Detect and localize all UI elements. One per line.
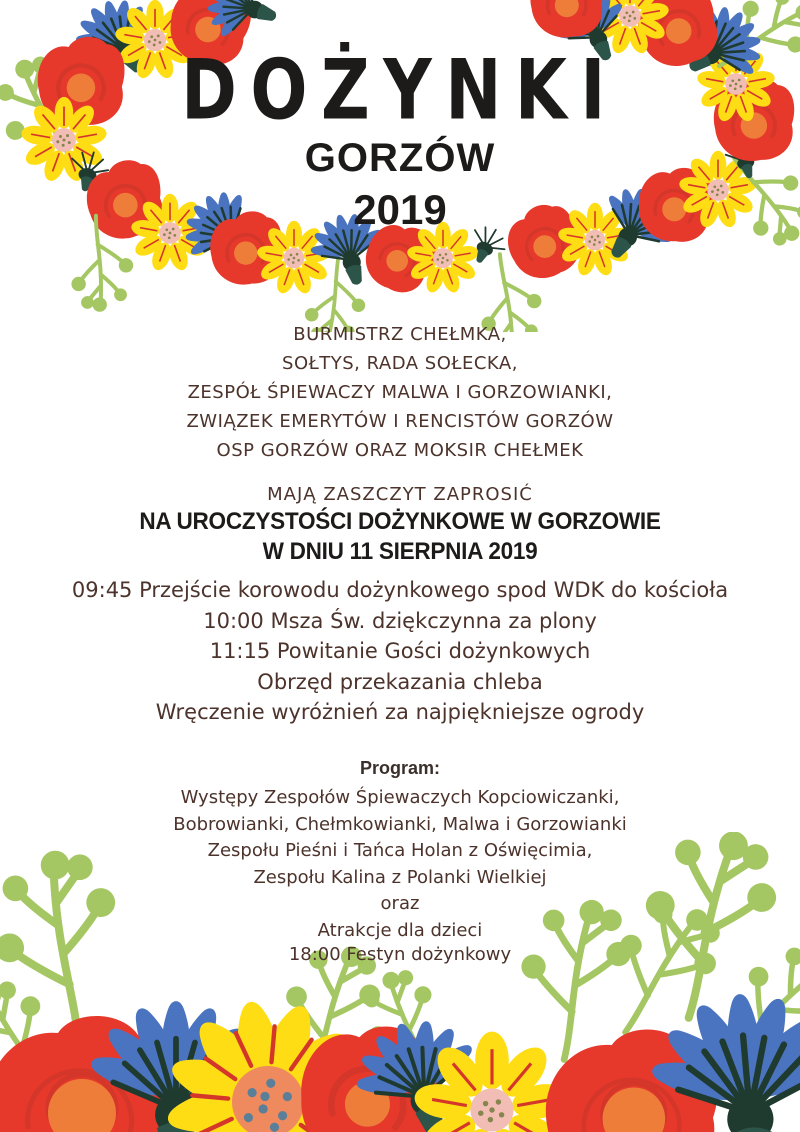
schedule-line: 10:00 Msza Św. dziękczynna za plony xyxy=(203,608,597,633)
organizer-line: ZESPÓŁ ŚPIEWACZY MALWA I GORZOWIANKI, xyxy=(187,382,613,403)
program-line: Bobrowianki, Chełmkowianki, Malwa i Gorzowianki xyxy=(173,813,627,835)
program-line: Atrakcje dla dzieci xyxy=(317,919,483,941)
program-label: Program: xyxy=(359,758,440,778)
subtitle-city: GORZÓW xyxy=(304,136,496,180)
schedule-line: Wręczenie wyróżnień za najpiękniejsze ogrody xyxy=(155,700,645,724)
organizer-line: OSP GORZÓW ORAZ MOKSIR CHEŁMEK xyxy=(216,440,584,461)
program-line: oraz xyxy=(380,893,420,914)
subtitle-year: 2019 xyxy=(353,186,447,233)
program-line: Zespołu Pieśni i Tańca Holan z Oświęcimia, xyxy=(207,840,593,861)
organizer-line: ZWIĄZEK EMERYTÓW I RENCISTÓW GORZÓW xyxy=(186,411,614,432)
invitation-headline xyxy=(24,507,776,567)
program-line: Występy Zespołów Śpiewaczych Kopciowiczanki, xyxy=(180,787,620,808)
organizers-block xyxy=(0,320,800,465)
finale-line: 18:00 Festyn dożynkowy xyxy=(288,944,512,965)
headline-line: W DNIU 11 SIERPNIA 2019 xyxy=(262,538,538,565)
schedule-line: Obrzęd przekazania chleba xyxy=(257,669,543,694)
schedule-block xyxy=(0,575,800,728)
schedule-line: 09:45 Przejście korowodu dożynkowego spod WDK do kościoła xyxy=(71,578,729,602)
organizer-line: SOŁTYS, RADA SOŁECKA, xyxy=(282,353,518,374)
headline-line: NA UROCZYSTOŚCI DOŻYNKOWE W GORZOWIE xyxy=(139,508,661,535)
invitation-intro: MAJĄ ZASZCZYT ZAPROSIĆ xyxy=(267,484,533,505)
program-line: Zespołu Kalina z Polanki Wielkiej xyxy=(253,866,547,888)
schedule-line: 11:15 Powitanie Gości dożynkowych xyxy=(209,639,591,663)
page-title: DOŻYNKI xyxy=(181,42,619,139)
organizer-line: BURMISTRZ CHEŁMKA, xyxy=(293,324,507,345)
program-block xyxy=(0,785,800,944)
